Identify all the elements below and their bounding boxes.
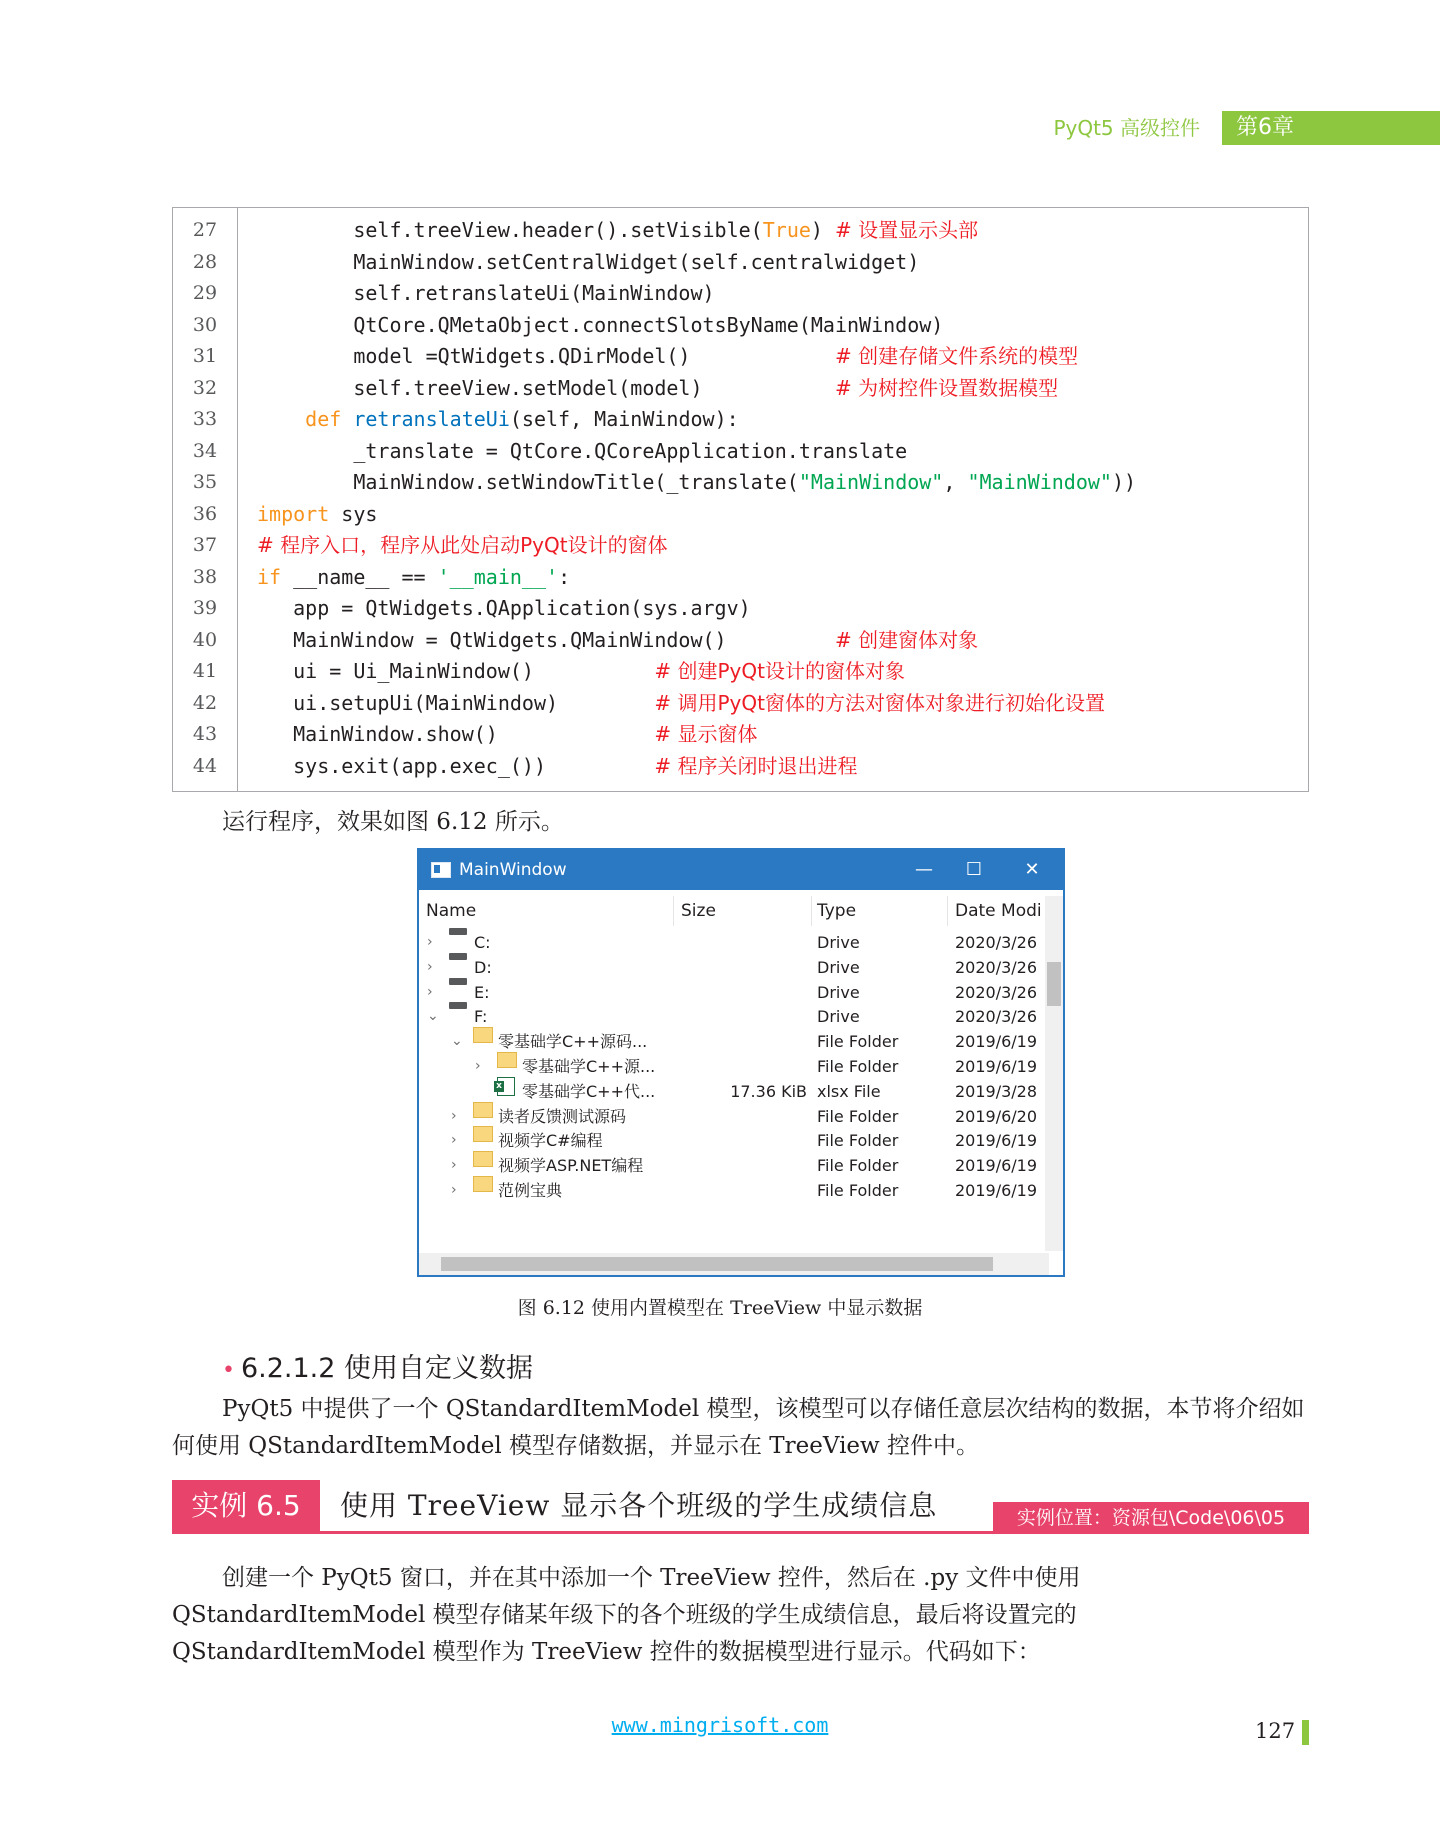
tree-item-name: 视频学C#编程 [498,1131,603,1151]
drive-icon [449,928,467,935]
code-token: "MainWindow" [967,470,1112,494]
code-text [257,467,1136,499]
code-token: ui.setupUi(MainWindow) [257,690,655,715]
tree-item-name: C: [474,933,491,952]
code-token: self.treeView.header().setVisible( [257,218,763,242]
code-text [257,562,570,594]
tree-item-name: 范例宝典 [498,1181,563,1200]
page-number: 127 [1255,1719,1296,1743]
expand-arrow-icon[interactable]: › [427,983,433,1000]
code-token: __name__ == [281,564,438,589]
tree-item-date: 2019/6/19 [955,1156,1038,1176]
run-instruction: 运行程序，效果如图 6.12 所示。 [222,809,564,835]
folder-icon [473,1027,493,1043]
tree-item-type: File Folder [817,1156,899,1176]
vertical-scrollbar-thumb[interactable] [1047,962,1061,1006]
tree-item-date: 2020/3/26 [955,982,1038,1002]
code-line [173,688,1308,720]
code-token: MainWindow.setCentralWidget(self.centralwidget) [257,249,920,274]
code-comment: # 程序入口，程序从此处启动PyQt设计的窗体 [257,533,668,557]
tree-item-date: 2019/6/20 [955,1106,1038,1126]
code-line [173,215,1308,247]
window-titlebar [419,850,1063,890]
code-token: ) [810,218,835,242]
drive-icon [449,978,467,985]
maximize-button[interactable]: ☐ [965,859,983,880]
code-text [257,530,668,562]
section-heading-text: 6.2.1.2 使用自定义数据 [240,1353,534,1384]
figure-caption: 图 6.12 使用内置模型在 TreeView 中显示数据 [517,1297,923,1319]
code-line [173,404,1308,436]
tree-item-type: xlsx File [817,1081,881,1101]
example-location: 实例位置：资源包\Code\06\05 [993,1502,1309,1534]
code-token: sys [329,501,378,526]
code-text [257,215,978,247]
code-line [173,436,1308,468]
code-text [257,341,1078,373]
code-token: MainWindow.setWindowTitle(_translate( [257,470,799,494]
horizontal-scrollbar[interactable] [419,1253,1049,1275]
drive-icon [449,953,467,960]
code-token: if [257,564,282,589]
code-line [173,530,1308,562]
line-number: 39 [192,597,218,619]
tree-item-date: 2019/6/19 [955,1057,1038,1076]
code-token: True [762,218,811,242]
code-text [257,278,715,310]
tree-item-type: File Folder [817,1032,899,1052]
code-comment: # 创建窗体对象 [834,627,979,652]
code-token: self.retranslateUi(MainWindow) [257,281,715,305]
column-divider[interactable] [947,896,948,926]
code-line [173,562,1308,594]
horizontal-scrollbar-thumb[interactable] [441,1257,993,1271]
line-number: 33 [192,408,218,430]
code-line [173,310,1308,342]
expand-arrow-icon[interactable]: › [451,1157,457,1174]
code-token: QtCore.QMetaObject.connectSlotsByName(MainWindow) [257,312,944,337]
tree-row[interactable] [419,1176,1039,1205]
section-paragraph: PyQt5 中提供了一个 QStandardItemModel 模型，该模型可以存储任意层次结构的数据，本节将介绍如何使用 QStandardItemModel 模型存储数据，并显示在 TreeView 控件中。 [172,1396,1305,1459]
line-number: 37 [192,534,218,556]
code-token: '__main__' [437,564,559,589]
code-line [173,625,1308,657]
example-title: 使用 TreeView 显示各个班级的学生成绩信息 [340,1489,938,1522]
code-text [257,719,757,751]
column-divider[interactable] [673,896,674,926]
tree-item-date: 2020/3/26 [955,933,1038,952]
code-token: (self, MainWindow): [509,407,739,431]
column-header-name[interactable]: Name [426,901,477,921]
tree-item-name: 零基础学C++源码... [498,1032,648,1052]
folder-icon [473,1151,493,1167]
tree-item-type: File Folder [817,1057,899,1076]
code-line [173,247,1308,279]
code-token: def [305,407,342,431]
tree-item-type: File Folder [817,1106,899,1126]
expand-arrow-icon[interactable]: › [475,1058,481,1074]
line-number: 41 [192,660,218,682]
expand-arrow-icon[interactable]: › [451,1132,457,1149]
line-number: 29 [192,282,218,304]
code-token: MainWindow = QtWidgets.QMainWindow() [257,627,835,652]
code-token: sys.exit(app.exec_()) [257,753,655,778]
code-token: retranslateUi [353,407,510,431]
code-text [257,436,907,468]
code-token: , [943,470,968,494]
bullet-icon: • [222,1358,235,1383]
code-line [173,499,1308,531]
line-number: 40 [192,628,218,651]
tree-item-name: 零基础学C++代... [522,1081,656,1101]
code-text [257,751,857,783]
line-number: 36 [192,502,218,525]
code-token: "MainWindow" [798,470,944,494]
footer-url[interactable]: www.mingrisoft.com [611,1713,829,1737]
column-header-date[interactable]: Date Modi [955,901,1042,921]
expand-arrow-icon[interactable]: › [427,934,433,950]
close-button[interactable]: ✕ [1024,859,1040,880]
code-line [173,751,1308,783]
code-token: self.treeView.setModel(model) [257,375,835,400]
code-text [257,688,1105,720]
code-line [173,373,1308,405]
tree-item-type: Drive [817,933,860,952]
line-number: 44 [192,754,218,777]
code-line [173,278,1308,310]
tree-item-type: Drive [817,1007,860,1027]
mainwindow-screenshot [417,848,1065,1277]
code-comment: # 创建存储文件系统的模型 [834,344,1079,368]
window-title: MainWindow [459,860,567,880]
code-comment: # 显示窗体 [654,722,758,746]
folder-icon [497,1052,517,1068]
code-token: )) [1111,470,1137,494]
column-divider[interactable] [811,896,812,926]
column-header-size[interactable]: Size [681,901,716,921]
collapse-arrow-icon[interactable]: ⌄ [451,1033,463,1050]
code-text [257,499,377,531]
code-token: MainWindow.show() [257,722,655,746]
line-number: 27 [192,219,218,241]
code-token [257,407,305,431]
code-listing [172,207,1309,792]
collapse-arrow-icon[interactable]: ⌄ [427,1008,439,1025]
code-comment: # 为树控件设置数据模型 [834,375,1059,400]
code-token: _translate = QtCore.QCoreApplication.translate [257,438,908,463]
tree-item-date: 2020/3/26 [955,1007,1038,1027]
line-number: 38 [192,565,218,588]
code-text [257,625,978,657]
page-number-bar [1302,1720,1309,1745]
tree-item-date: 2019/6/19 [955,1032,1038,1052]
code-text [257,247,919,279]
code-token: import [257,501,330,526]
minimize-button[interactable]: — [915,859,933,880]
line-number: 30 [192,313,218,336]
code-token [341,407,353,431]
excel-file-icon [497,1077,515,1096]
tree-item-date: 2019/6/19 [955,1181,1038,1200]
folder-icon [473,1126,493,1142]
code-token: model =QtWidgets.QDirModel() [257,344,835,368]
tree-item-name: E: [474,982,490,1002]
line-number: 42 [192,691,218,714]
tree-item-date: 2019/6/19 [955,1131,1038,1151]
tree-item-type: Drive [817,957,860,977]
code-token: ui = Ui_MainWindow() [257,659,655,683]
line-number: 43 [192,723,218,745]
line-number: 34 [192,439,218,462]
code-text [257,310,943,342]
code-text [257,593,751,625]
column-header-type[interactable]: Type [817,901,857,921]
code-text [257,656,905,688]
code-line [173,719,1308,751]
tree-item-date: 2019/3/28 [955,1081,1038,1101]
example-tag: 实例 6.5 [172,1480,320,1532]
code-token: app = QtWidgets.QApplication(sys.argv) [257,596,751,620]
code-comment: # 创建PyQt设计的窗体对象 [654,659,905,683]
section-heading [222,1346,533,1385]
code-text [257,404,739,436]
tree-item-name: 零基础学C++源... [522,1057,656,1076]
tree-item-type: File Folder [817,1181,899,1200]
example-paragraph: 创建一个 PyQt5 窗口，并在其中添加一个 TreeView 控件，然后在 .py 文件中使用 QStandardItemModel 模型存储某年级下的各个班级的学生成绩信息，最后将设置完的 QStandardItemModel 模型作为 TreeView 控件的数据模型进行显示。代码如下： [172,1565,1081,1665]
drive-icon [449,1002,467,1009]
code-line [173,341,1308,373]
running-header-section: PyQt5 高级控件 [1053,116,1200,140]
line-number: 35 [192,471,218,493]
tree-item-type: File Folder [817,1131,899,1151]
code-line [173,656,1308,688]
tree-item-type: Drive [817,982,860,1002]
tree-item-name: F: [474,1007,488,1027]
folder-icon [473,1102,493,1118]
vertical-scrollbar[interactable] [1045,896,1063,1251]
expand-arrow-icon[interactable]: › [427,958,433,975]
code-token: : [558,564,571,589]
code-comment: # 调用PyQt窗体的方法对窗体对象进行初始化设置 [654,690,1105,715]
tree-item-name: 读者反馈测试源码 [498,1106,627,1126]
running-header-chapter: 第6章 [1222,111,1440,145]
line-number: 32 [192,376,218,399]
expand-arrow-icon[interactable]: › [451,1107,457,1124]
window-app-icon [431,862,451,878]
folder-icon [473,1176,493,1192]
tree-item-name: D: [474,957,492,977]
tree-item-name: 视频学ASP.NET编程 [498,1156,644,1176]
code-line [173,593,1308,625]
expand-arrow-icon[interactable]: › [451,1182,457,1198]
tree-item-size: 17.36 KiB [730,1081,807,1101]
tree-item-date: 2020/3/26 [955,957,1038,977]
line-number: 31 [192,345,218,367]
line-number: 28 [192,250,218,273]
code-comment: # 设置显示头部 [835,218,979,242]
code-line [173,467,1308,499]
code-comment: # 程序关闭时退出进程 [654,753,858,778]
code-text [257,373,1058,405]
